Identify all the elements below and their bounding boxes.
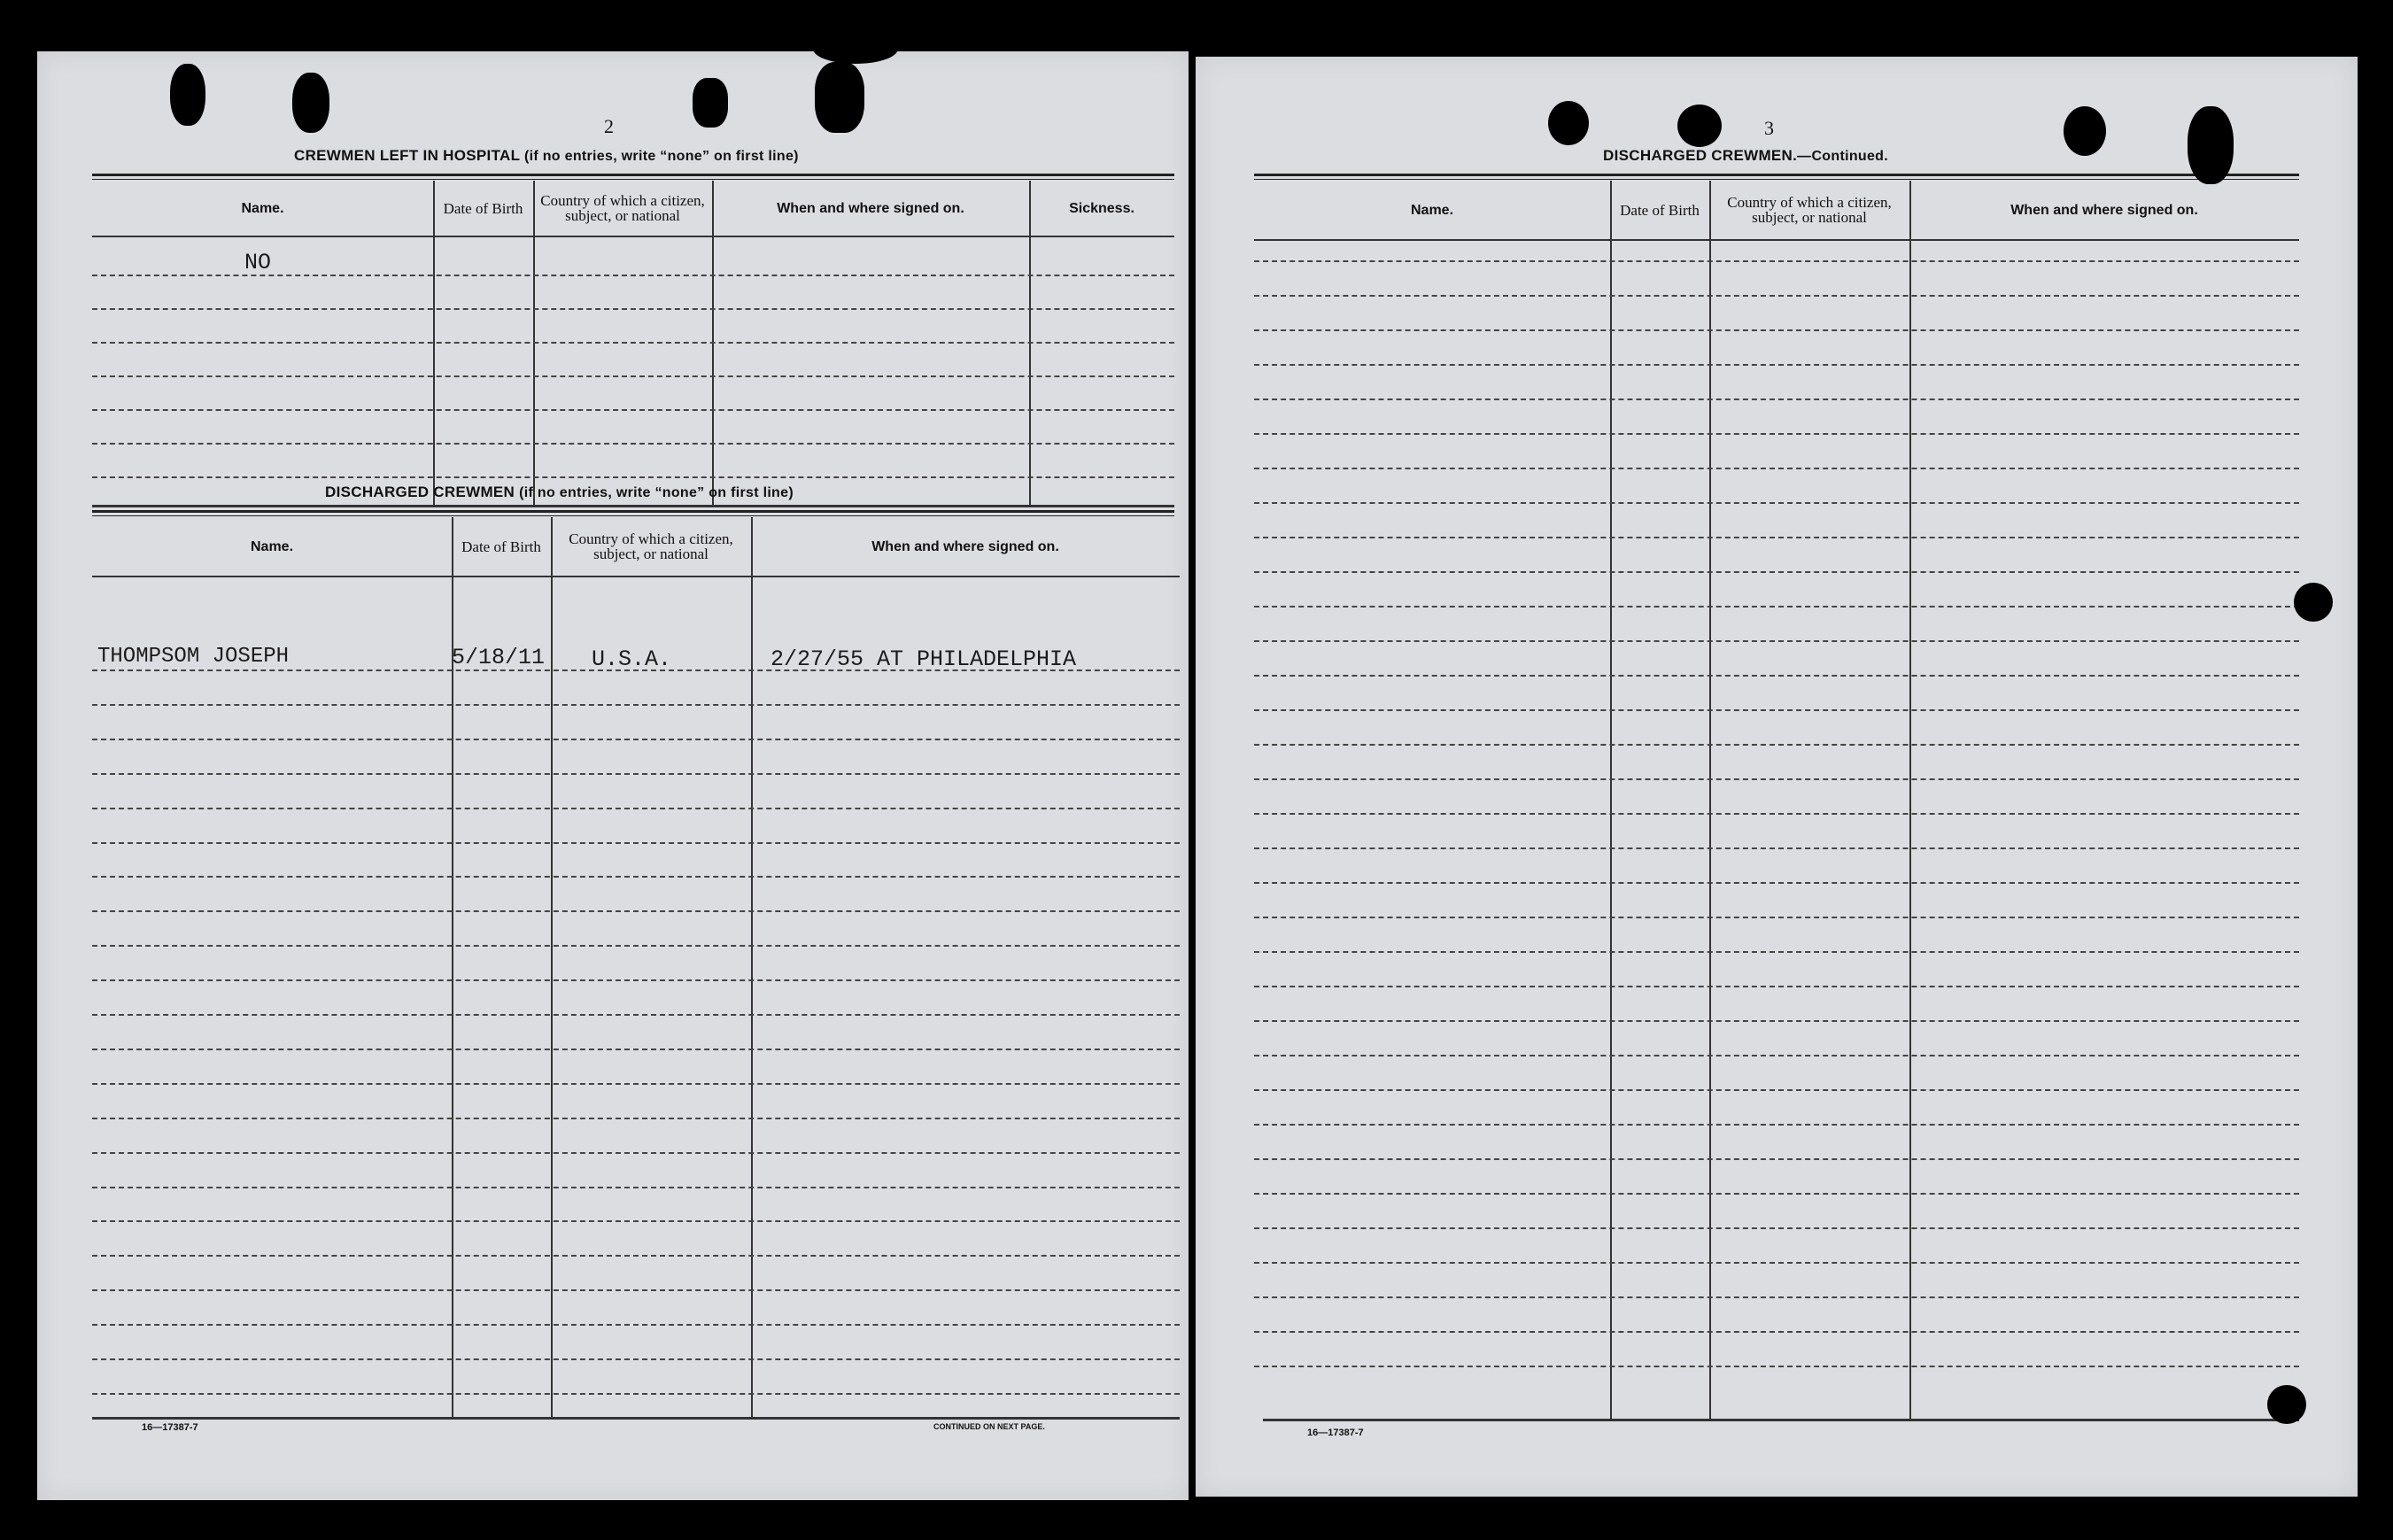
entry-line: [92, 876, 1180, 878]
header-signed-on: When and where signed on.: [777, 200, 964, 216]
right-title-text: DISCHARGED CREWMEN.: [1603, 147, 1798, 164]
right-section-title: [1603, 147, 1888, 165]
entry-line: [92, 342, 1174, 344]
left-page: [37, 51, 1189, 1500]
entry-line: [92, 1393, 1180, 1395]
entry-line: [1254, 744, 2299, 746]
form-number: 16—17387-7: [1307, 1428, 1364, 1438]
form-number: 16—17387-7: [142, 1422, 198, 1433]
discharged-entry-country: U.S.A.: [592, 646, 672, 672]
discharged-title-note: (if no entries, write “none” on first line): [519, 485, 794, 500]
header-country: Country of which a citizen, subject, or national: [569, 530, 733, 562]
header-date-of-birth: Date of Birth: [443, 199, 523, 217]
entry-line: [1254, 917, 2299, 918]
hospital-section-title: [294, 147, 799, 165]
entry-line: [1254, 606, 2299, 607]
entry-line: [1254, 675, 2299, 677]
page-number: 2: [604, 115, 614, 137]
entry-line: [1254, 1296, 2299, 1298]
discharged-section-title: [325, 484, 794, 501]
entry-line: [92, 375, 1174, 377]
entry-line: [92, 1324, 1180, 1326]
hospital-entry-name: NO: [244, 250, 272, 275]
entry-line: [1254, 813, 2299, 815]
entry-line: [92, 1118, 1180, 1119]
column-divider: [751, 517, 753, 1417]
entry-line: [1254, 1089, 2299, 1091]
header-signed-on: When and where signed on.: [2010, 202, 2198, 218]
column-divider: [1709, 181, 1711, 1420]
header-country: Country of which a citizen, subject, or national: [540, 192, 705, 224]
entry-line: [1254, 847, 2299, 849]
entry-line: [92, 842, 1180, 844]
entry-line: [92, 1014, 1180, 1016]
entry-line: [1254, 1055, 2299, 1056]
discharged-top-rule: [92, 510, 1174, 516]
entry-line: [92, 1083, 1180, 1085]
entry-line: [92, 979, 1180, 981]
entry-line: [1254, 295, 2299, 297]
column-divider: [1610, 181, 1612, 1420]
entry-line: [1254, 1124, 2299, 1126]
entry-line: [1254, 260, 2299, 262]
entry-line: [92, 1358, 1180, 1360]
table-bottom-rule: [92, 1417, 1180, 1420]
entry-line: [92, 308, 1174, 310]
entry-line: [1254, 951, 2299, 953]
entry-line: [1254, 1193, 2299, 1195]
right-title-suffix: —Continued.: [1797, 149, 1888, 164]
header-country: Country of which a citizen, subject, or national: [1727, 194, 1892, 226]
punch-hole: [2188, 106, 2234, 184]
entry-line: [92, 739, 1180, 740]
entry-line: [1254, 399, 2299, 400]
hospital-title-note: (if no entries, write “none” on first line): [523, 149, 799, 164]
punch-hole: [292, 73, 329, 133]
entry-line: [1254, 640, 2299, 642]
punch-hole: [693, 78, 728, 128]
entry-line: [92, 1220, 1180, 1222]
page-number: 3: [1764, 117, 1774, 139]
right-table: [1254, 181, 2299, 1420]
entry-line: [1254, 986, 2299, 987]
header-name: Name.: [1410, 202, 1454, 218]
entry-line: [1254, 364, 2299, 366]
entry-line: [92, 808, 1180, 809]
hospital-top-rule: [92, 174, 1174, 180]
entry-line: [1254, 1366, 2299, 1367]
entry-line: [1254, 1262, 2299, 1264]
entry-line: [92, 910, 1180, 912]
header-underline: [1254, 239, 2299, 241]
header-name: Name.: [241, 200, 284, 216]
entry-line: [92, 1289, 1180, 1291]
entry-line: [92, 1187, 1180, 1188]
entry-line: [1254, 433, 2299, 435]
right-page: [1196, 57, 2358, 1497]
column-divider: [1909, 181, 1911, 1420]
entry-line: [92, 1049, 1180, 1050]
discharged-entry-name: THOMPSOM JOSEPH: [97, 645, 290, 669]
entry-line: [1254, 329, 2299, 331]
entry-line: [1254, 502, 2299, 504]
header-underline: [92, 576, 1180, 577]
table-bottom-rule: [1263, 1419, 2299, 1421]
entry-line: [92, 704, 1180, 706]
punch-hole: [815, 62, 864, 133]
entry-line: [1254, 778, 2299, 780]
punch-hole: [2294, 583, 2333, 622]
header-date-of-birth: Date of Birth: [461, 538, 541, 555]
entry-line: [1254, 709, 2299, 711]
entry-line: [1254, 1158, 2299, 1160]
right-top-rule: [1254, 174, 2299, 180]
entry-line: [92, 1255, 1180, 1257]
header-sickness: Sickness.: [1069, 200, 1135, 216]
header-name: Name.: [250, 538, 294, 554]
hospital-table: [92, 181, 1174, 510]
punch-hole: [1548, 101, 1589, 145]
discharged-entry-signed-on: 2/27/55 AT PHILADELPHIA: [771, 646, 1077, 672]
entry-line: [92, 945, 1180, 947]
page-tear: [813, 34, 898, 64]
entry-line: [92, 1152, 1180, 1154]
entry-line: [92, 409, 1174, 411]
entry-line: [92, 443, 1174, 445]
entry-line: [1254, 1331, 2299, 1333]
entry-line: [1254, 882, 2299, 884]
discharged-table: [92, 517, 1180, 1465]
punch-hole: [1677, 104, 1722, 147]
entry-line: [1254, 537, 2299, 538]
hospital-title-text: CREWMEN LEFT IN HOSPITAL: [294, 147, 520, 164]
entry-line: [1254, 468, 2299, 469]
header-signed-on: When and where signed on.: [871, 538, 1059, 554]
continued-note: CONTINUED ON NEXT PAGE.: [933, 1422, 1045, 1431]
entry-line: [92, 773, 1180, 775]
punch-hole: [2064, 106, 2106, 156]
entry-line: [1254, 571, 2299, 573]
entry-line: [92, 476, 1174, 478]
discharged-entry-dob: 5/18/11: [452, 645, 546, 670]
discharged-title-text: DISCHARGED CREWMEN: [325, 484, 515, 500]
column-divider: [551, 517, 553, 1417]
header-underline: [92, 236, 1174, 237]
punch-hole: [170, 64, 205, 126]
entry-line: [1254, 1227, 2299, 1229]
header-date-of-birth: Date of Birth: [1620, 201, 1700, 219]
punch-hole: [2267, 1385, 2306, 1424]
entry-line: [1254, 1020, 2299, 1022]
table-bottom-rule: [92, 505, 1174, 507]
